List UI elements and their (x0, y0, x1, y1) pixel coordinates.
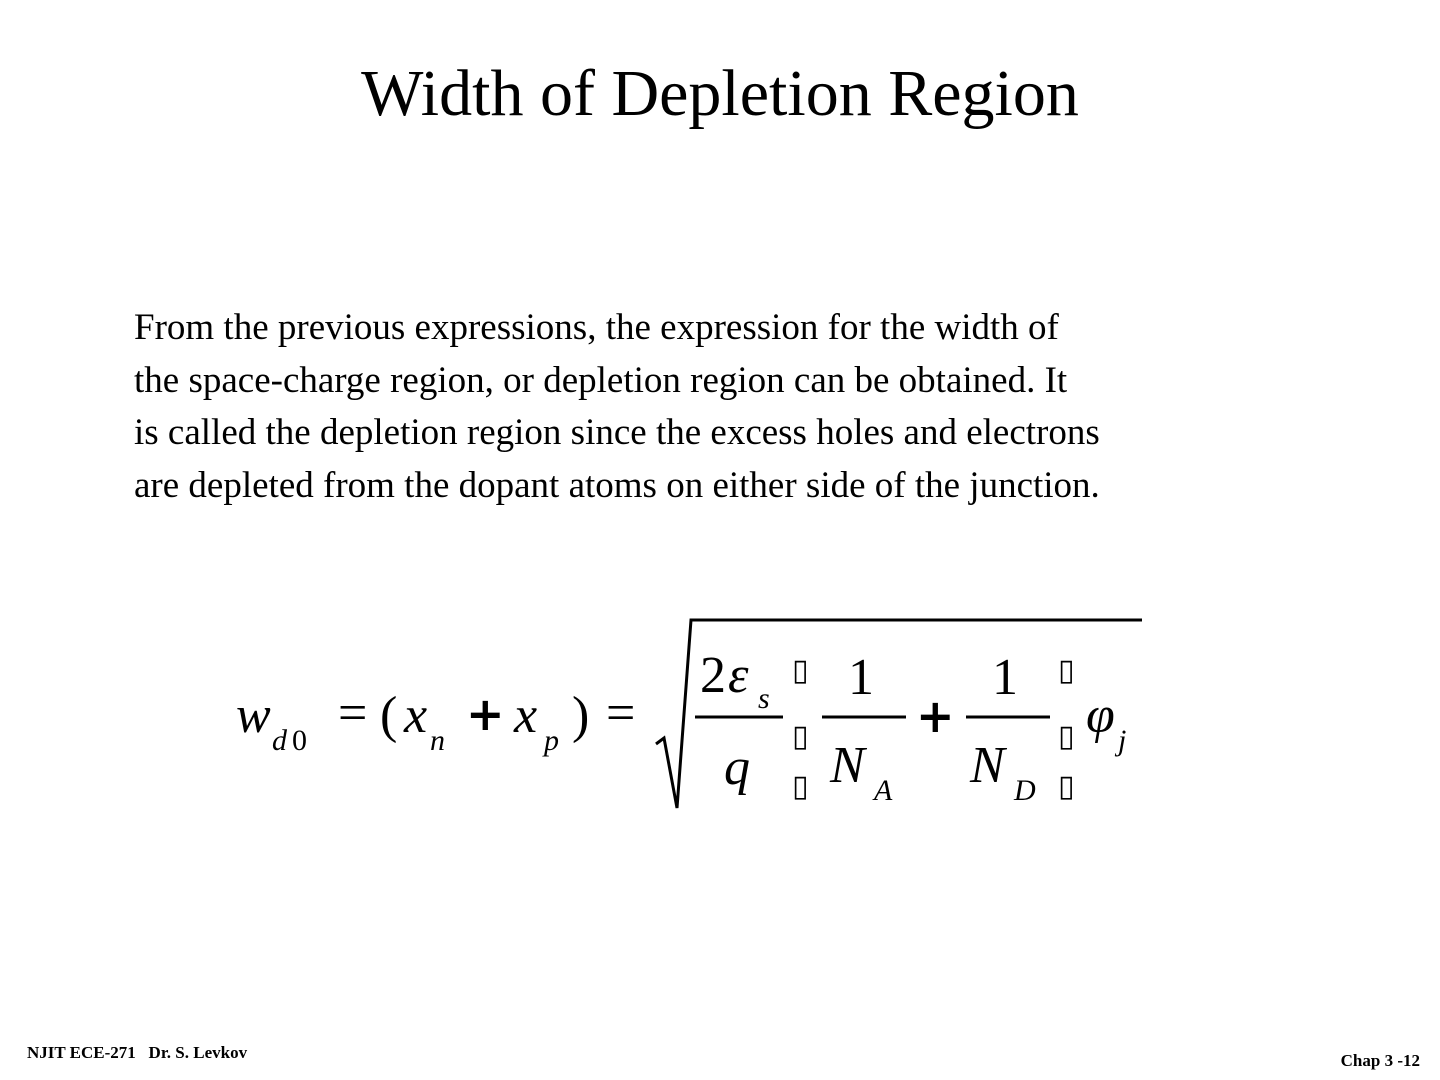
eq-w-subscript-zero: 0 (292, 724, 307, 757)
eq-open-paren: ( (380, 687, 398, 744)
right-bracket-bottom-glyph: ▯ (1058, 770, 1075, 803)
left-bracket-bottom-glyph: ▯ (792, 770, 809, 803)
eq-x-p: x (514, 687, 538, 744)
right-bracket-top-glyph: ▯ (1058, 654, 1075, 687)
eq-n-d: N (970, 737, 1005, 794)
eq-plus-1: + (466, 687, 505, 741)
left-bracket-top-glyph: ▯ (792, 654, 809, 687)
eq-subscript-s: s (758, 682, 770, 715)
paragraph-line: the space-charge region, or depletion region can be obtained. It (134, 359, 1068, 401)
paragraph-line: is called the depletion region since the excess holes and electrons (134, 412, 1100, 453)
eq-q: q (724, 739, 750, 796)
paragraph-line: From the previous expressions, the expression for the width of (134, 307, 1059, 348)
eq-w-symbol: w (236, 687, 271, 744)
right-bracket-middle-glyph: ▯ (1058, 720, 1075, 753)
body-paragraph (134, 302, 1334, 512)
footer-course-info: NJIT ECE-271 Dr. S. Levkov (27, 1043, 248, 1062)
eq-subscript-p: p (544, 724, 559, 757)
eq-phi: φ (1086, 687, 1115, 744)
eq-one-na: 1 (848, 649, 874, 706)
eq-subscript-n: n (430, 724, 445, 757)
eq-equals-1: = (338, 685, 368, 742)
eq-one-nd: 1 (992, 649, 1018, 706)
eq-subscript-j: j (1118, 724, 1127, 757)
eq-n-a: N (830, 737, 865, 794)
eq-epsilon: ε (728, 647, 749, 704)
footer-page-number: Chap 3 -12 (1340, 1051, 1420, 1070)
square-root-sign (656, 620, 1142, 808)
left-bracket-middle-glyph: ▯ (792, 720, 809, 753)
eq-plus-2: + (916, 689, 955, 743)
eq-two: 2 (700, 647, 726, 704)
eq-equals-2: = (606, 685, 636, 742)
slide-title: Width of Depletion Region (361, 57, 1079, 130)
paragraph-line: are depleted from the dopant atoms on either side of the junction. (134, 464, 1100, 506)
eq-subscript-d: D (1014, 774, 1036, 807)
eq-subscript-a: A (874, 774, 893, 807)
eq-w-subscript-d: d (272, 724, 287, 757)
eq-x-n: x (404, 687, 428, 744)
eq-close-paren: ) (572, 687, 590, 744)
